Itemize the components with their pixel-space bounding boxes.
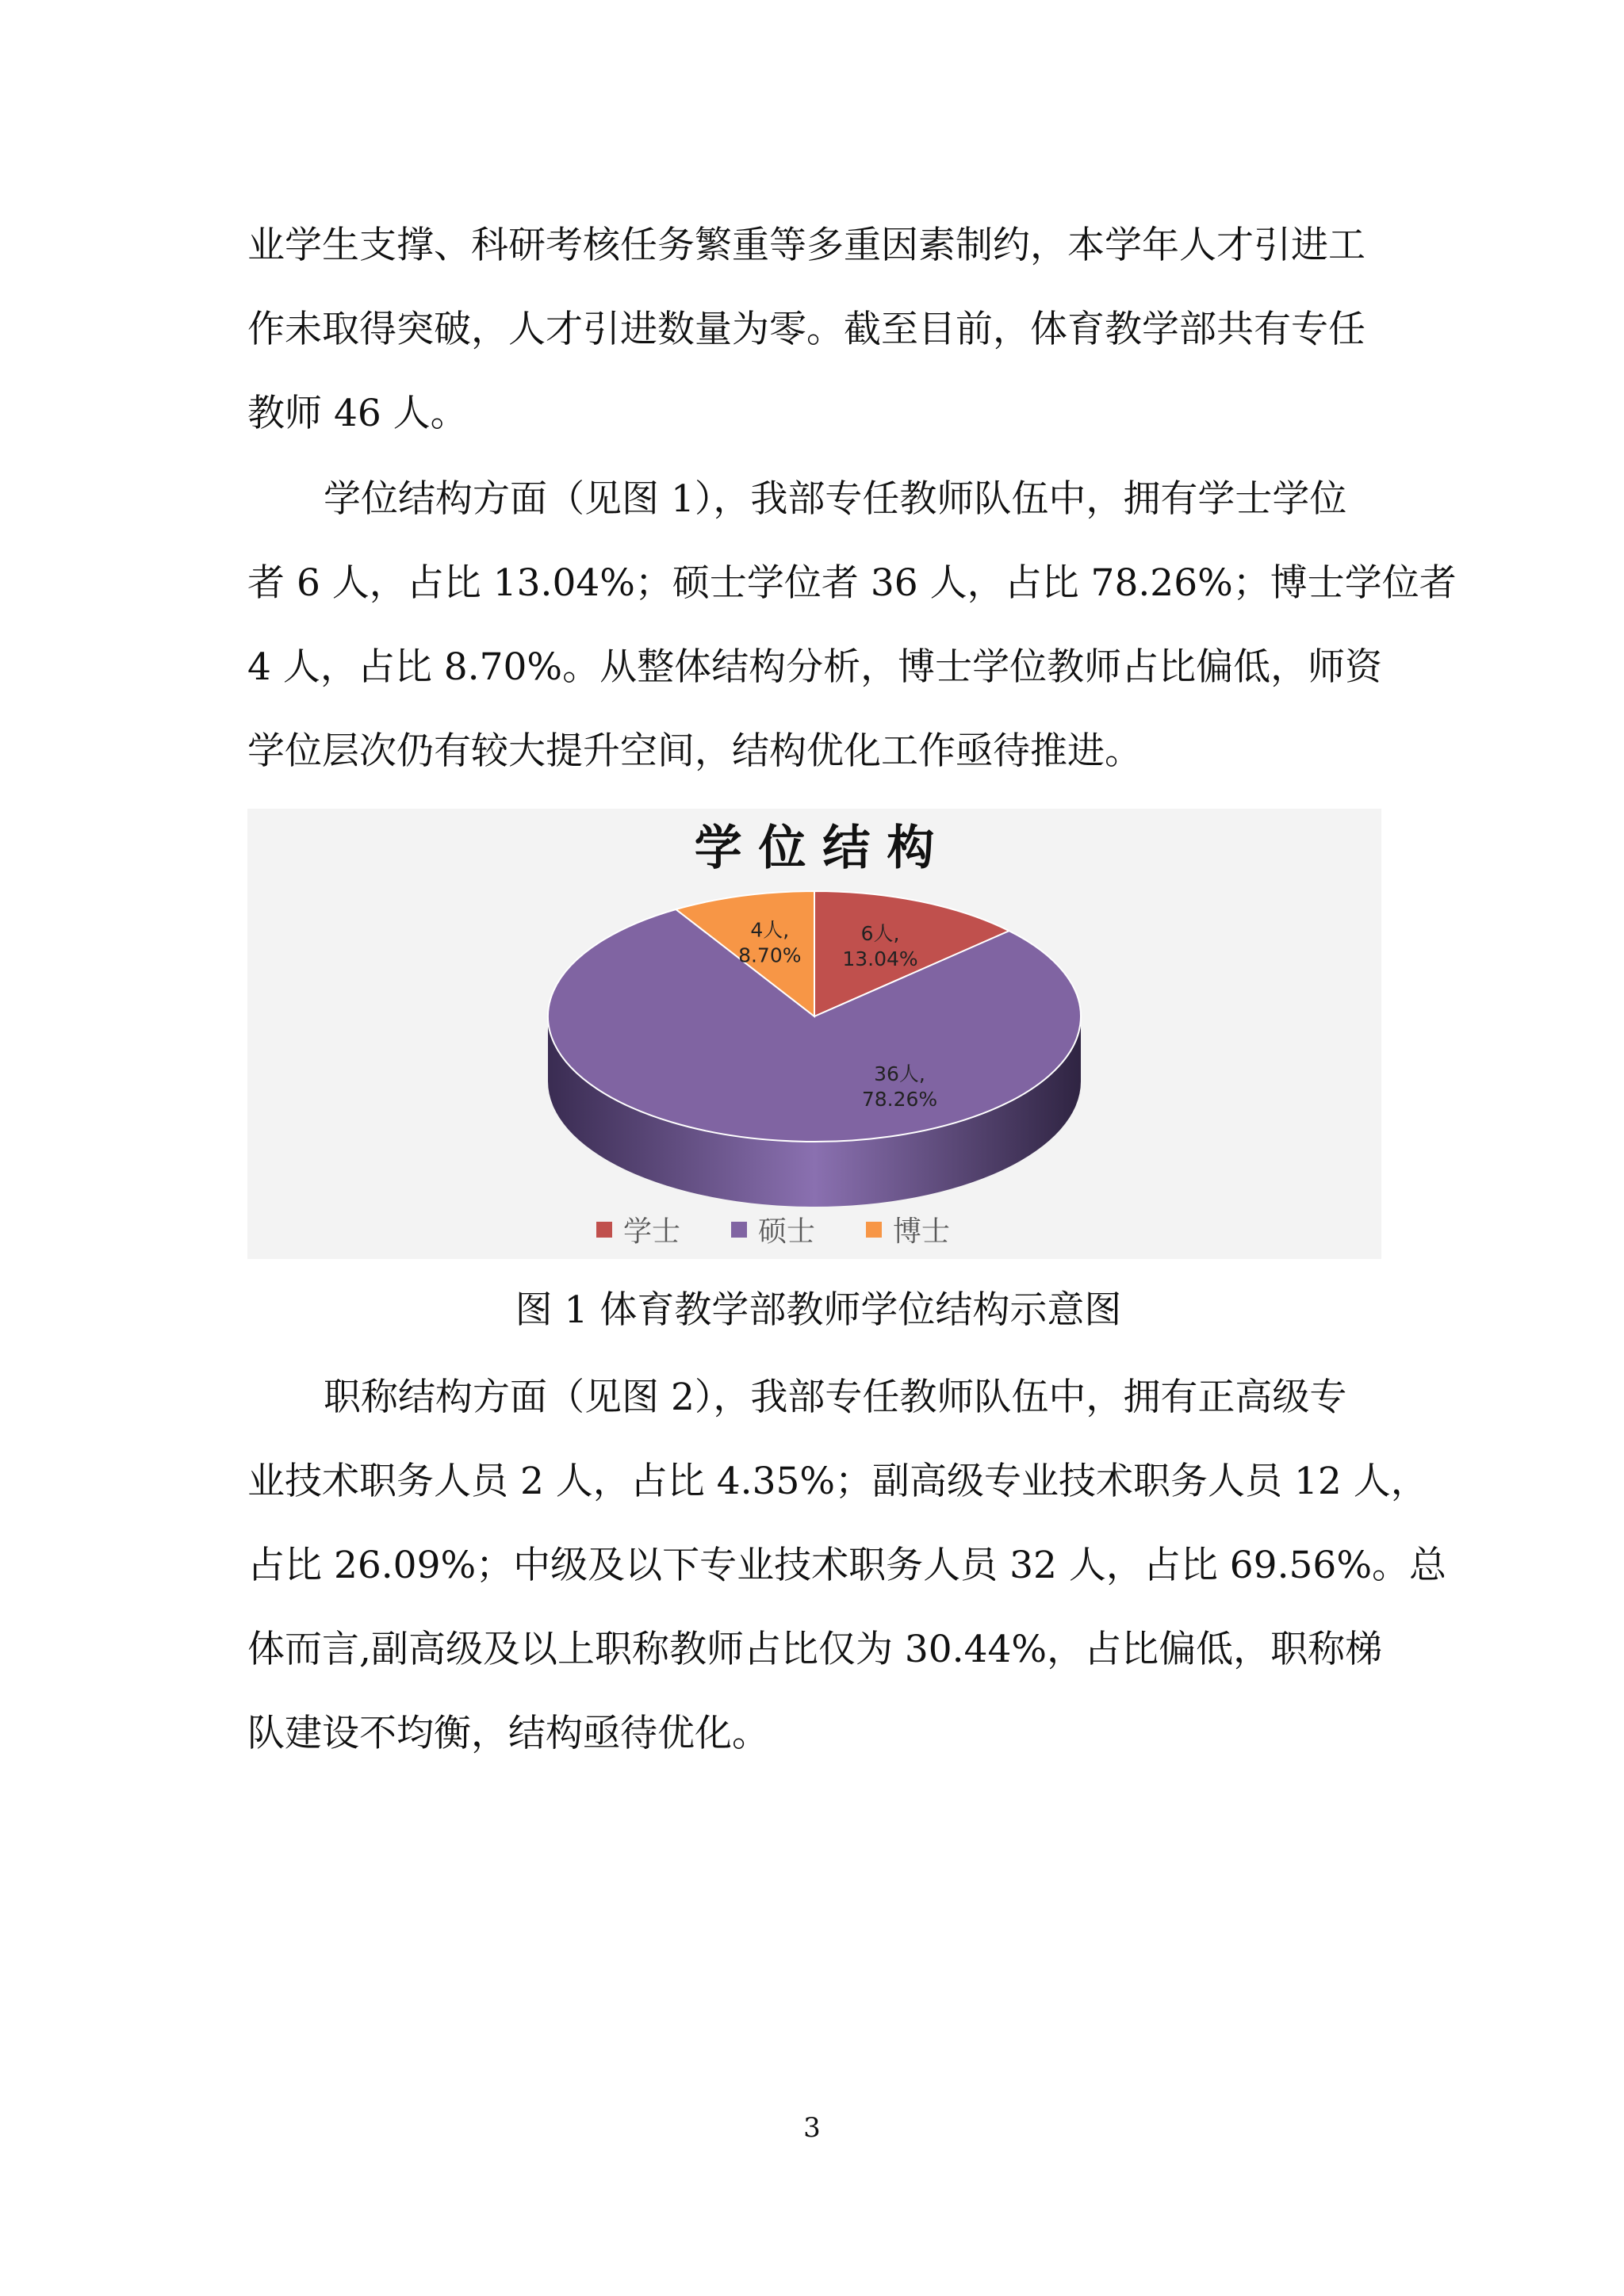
data-label-0: 6人, 13.04% xyxy=(842,922,918,971)
text-line: 作未取得突破，人才引进数量为零。截至目前，体育教学部共有专任 xyxy=(247,308,1365,351)
legend-swatch-0 xyxy=(596,1222,612,1238)
text-line: 4 人，占比 8.70%。从整体结构分析，博士学位教师占比偏低，师资 xyxy=(247,645,1383,689)
text-line: 队建设不均衡，结构亟待优化。 xyxy=(247,1712,769,1755)
text-line: 职称结构方面（见图 2），我部专任教师队伍中，拥有正高级专 xyxy=(324,1376,1347,1419)
paragraph-1 xyxy=(247,204,1389,456)
legend-swatch-1 xyxy=(731,1222,747,1238)
data-label-1: 36人, 78.26% xyxy=(861,1062,938,1111)
text-line: 学位结构方面（见图 1），我部专任教师队伍中，拥有学士学位 xyxy=(324,477,1347,521)
legend-label-1: 硕士 xyxy=(758,1215,816,1248)
degree-structure-chart xyxy=(247,809,1381,1259)
legend-label-2: 博士 xyxy=(893,1215,951,1248)
text-line: 教师 46 人。 xyxy=(247,392,468,435)
text-line: 占比 26.09%；中级及以下专业技术职务人员 32 人，占比 69.56%。总 xyxy=(247,1544,1446,1587)
text-line: 者 6 人，占比 13.04%；硕士学位者 36 人，占比 78.26%；博士学位者 xyxy=(247,561,1457,605)
figure-caption: 图 1 体育教学部教师学位结构示意图 xyxy=(515,1288,1122,1332)
text-line: 学位层次仍有较大提升空间，结构优化工作亟待推进。 xyxy=(247,729,1142,773)
text-line: 体而言,副高级及以上职称教师占比仅为 30.44%，占比偏低，职称梯 xyxy=(247,1628,1383,1671)
paragraph-3 xyxy=(247,1356,1446,1776)
data-label-2: 4人, 8.70% xyxy=(738,918,802,967)
page-number: 3 xyxy=(803,2112,821,2144)
paragraph-2 xyxy=(247,457,1457,794)
legend-swatch-2 xyxy=(866,1222,882,1238)
pie-chart-svg xyxy=(247,809,1381,1259)
legend-label-0: 学士 xyxy=(623,1215,681,1248)
text-line: 业技术职务人员 2 人，占比 4.35%；副高级专业技术职务人员 12 人， xyxy=(247,1460,1428,1503)
chart-title: 学 位 结 构 xyxy=(694,821,935,876)
text-line: 业学生支撑、科研考核任务繁重等多重因素制约，本学年人才引进工 xyxy=(247,224,1365,267)
